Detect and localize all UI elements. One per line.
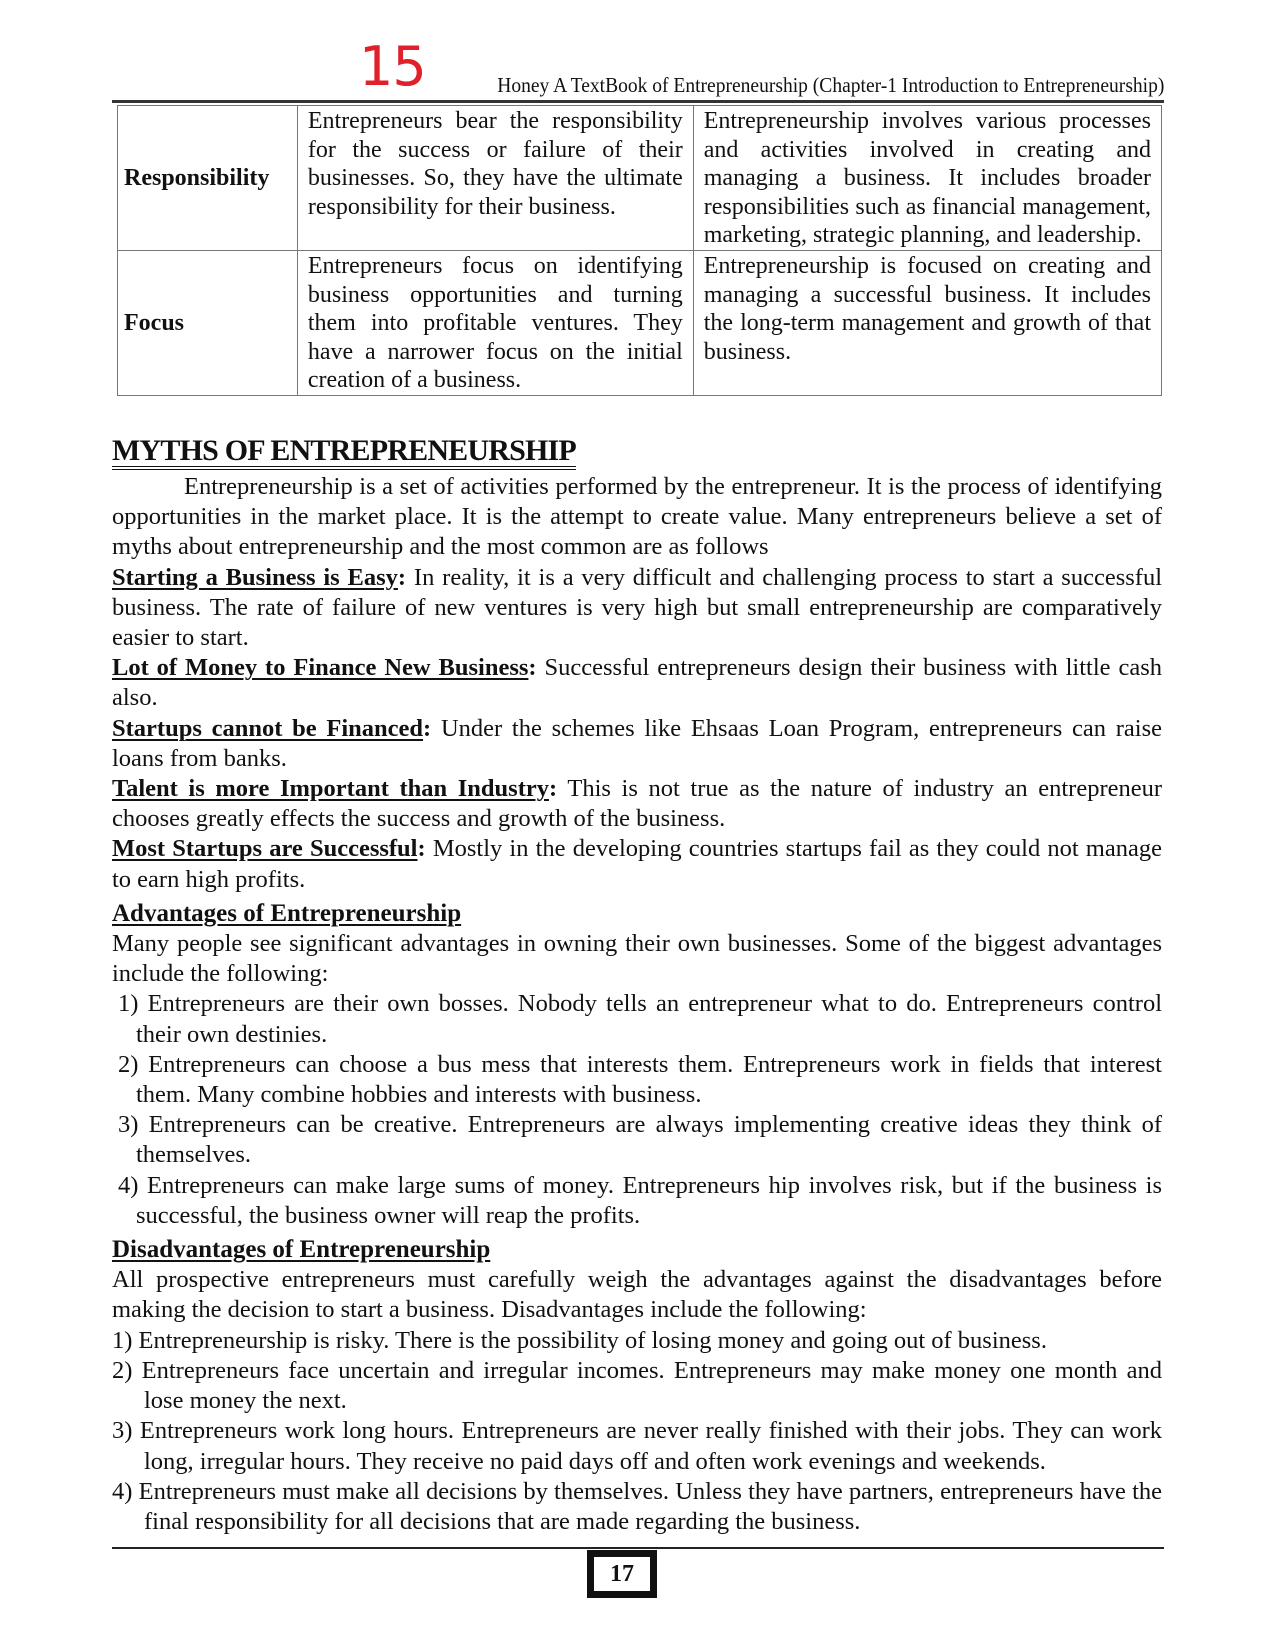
disadvantages-intro: All prospective entrepreneurs must carefully weigh the advantages against the disadvantages before making the decision to start a business. Disadvantages include the following: [112, 1266, 1162, 1324]
advantage-item: 4) Entrepreneurs can make large sums of money. Entrepreneurs hip involves risk, but if the business is successful, the business owner will reap the profits. [118, 1171, 1162, 1229]
disadvantages-list [112, 1326, 1162, 1537]
disadvantage-item: 2) Entrepreneurs face uncertain and irregular incomes. Entrepreneurs may make money one month and lose money the next. [112, 1356, 1162, 1415]
advantages-list [112, 989, 1162, 1231]
myth-label: Lot of Money to Finance New Business [112, 654, 529, 682]
entrepreneurs-cell: Entrepreneurs bear the responsibility for the success or failure of their businesses. So, they have the ultimate responsibility for their business. [297, 106, 693, 251]
page-number-box [587, 1550, 657, 1598]
footer-rule [112, 1547, 1164, 1549]
myth-label: Most Startups are Successful [112, 835, 418, 863]
myth-text: This is not true as the nature of industry an entrepreneur chooses greatly effects the success and growth of the business. [112, 775, 1163, 833]
disadvantages-heading: Disadvantages of Entrepreneurship [112, 1236, 491, 1264]
table-row-focus [118, 250, 1162, 395]
myths-heading: MYTHS OF ENTREPRENEURSHIP [112, 436, 576, 470]
myth-colon: : [528, 654, 537, 682]
entrepreneurs-cell: Entrepreneurs focus on identifying business opportunities and turning them into profitable ventures. They have a narrower focus on the initial creation of a business. [297, 250, 693, 395]
advantage-item: 1) Entrepreneurs are their own bosses. Nobody tells an entrepreneur what to do. Entrepreneurs control their own destinies. [118, 990, 1162, 1048]
myth-item [112, 714, 1162, 774]
myth-item [112, 563, 1162, 654]
chapter-number: 15 [359, 35, 426, 98]
myth-item [112, 834, 1162, 894]
myth-text: Mostly in the developing countries startups fail as they could not manage to earn high profits. [112, 835, 1162, 893]
table-row-responsibility [118, 106, 1162, 251]
disadvantage-item: 3) Entrepreneurs work long hours. Entrepreneurs are never really finished with their jobs. They can work long, irregular hours. They receive no paid days off and often work evenings and weekends. [112, 1417, 1162, 1475]
myth-text: Successful entrepreneurs design their business with little cash also. [112, 654, 1162, 712]
myth-label: Startups cannot be Financed [112, 714, 424, 742]
myth-colon: : [549, 775, 558, 803]
disadvantage-item: 1) Entrepreneurship is risky. There is the possibility of losing money and going out of business. [112, 1326, 1047, 1354]
page-number: 17 [592, 1555, 652, 1593]
page-header [112, 35, 1164, 102]
comparison-table [117, 105, 1162, 396]
myth-item [112, 653, 1162, 713]
disadvantage-item: 4) Entrepreneurs must make all decisions by themselves. Unless they have partners, entrepreneurs have the final responsibility for all decisions that are made regarding the business. [112, 1477, 1162, 1535]
myth-text: Under the schemes like Ehsaas Loan Program, entrepreneurs can raise loans from banks. [112, 714, 1162, 772]
header-rule [112, 100, 1164, 103]
body-content [112, 436, 1162, 1537]
advantages-intro: Many people see significant advantages in owning their own businesses. Some of the biggest advantages include the following: [112, 930, 1162, 988]
myth-label: Starting a Business is Easy [112, 563, 398, 591]
myth-colon: : [423, 714, 432, 742]
myth-text: In reality, it is a very difficult and challenging process to start a successful business. The rate of failure of new ventures is very high but small entrepreneurship are comparatively easier to start. [112, 563, 1162, 652]
aspect-cell: Focus [118, 250, 298, 395]
advantage-item: 2) Entrepreneurs can choose a bus mess that interests them. Entrepreneurs work in fields that interest them. Many combine hobbies and interests with business. [118, 1050, 1162, 1109]
myth-label: Talent is more Important than Industry [112, 775, 549, 803]
myth-item [112, 774, 1162, 834]
advantage-item: 3) Entrepreneurs can be creative. Entrepreneurs are always implementing creative ideas they think of themselves. [118, 1111, 1162, 1169]
myth-colon: : [397, 563, 407, 591]
entrepreneurship-cell: Entrepreneurship involves various processes and activities involved in creating and managing a business. It includes broader responsibilities such as financial management, marketing, strategic planning, and leadership. [693, 106, 1161, 251]
myths-intro: Entrepreneurship is a set of activities performed by the entrepreneur. It is the process of identifying opportunities in the market place. It is the attempt to create value. Many entrepreneurs believe a set of myths about entrepreneurship and the most common are as follows [112, 473, 1162, 561]
running-title: Honey A TextBook of Entrepreneurship (Chapter-1 Introduction to Entrepreneurship) [496, 73, 1164, 97]
advantages-heading: Advantages of Entrepreneurship [112, 899, 462, 927]
aspect-cell: Responsibility [118, 106, 298, 251]
myth-colon: : [417, 835, 426, 863]
entrepreneurship-cell: Entrepreneurship is focused on creating and managing a successful business. It includes the long-term management and growth of that business. [693, 250, 1161, 395]
